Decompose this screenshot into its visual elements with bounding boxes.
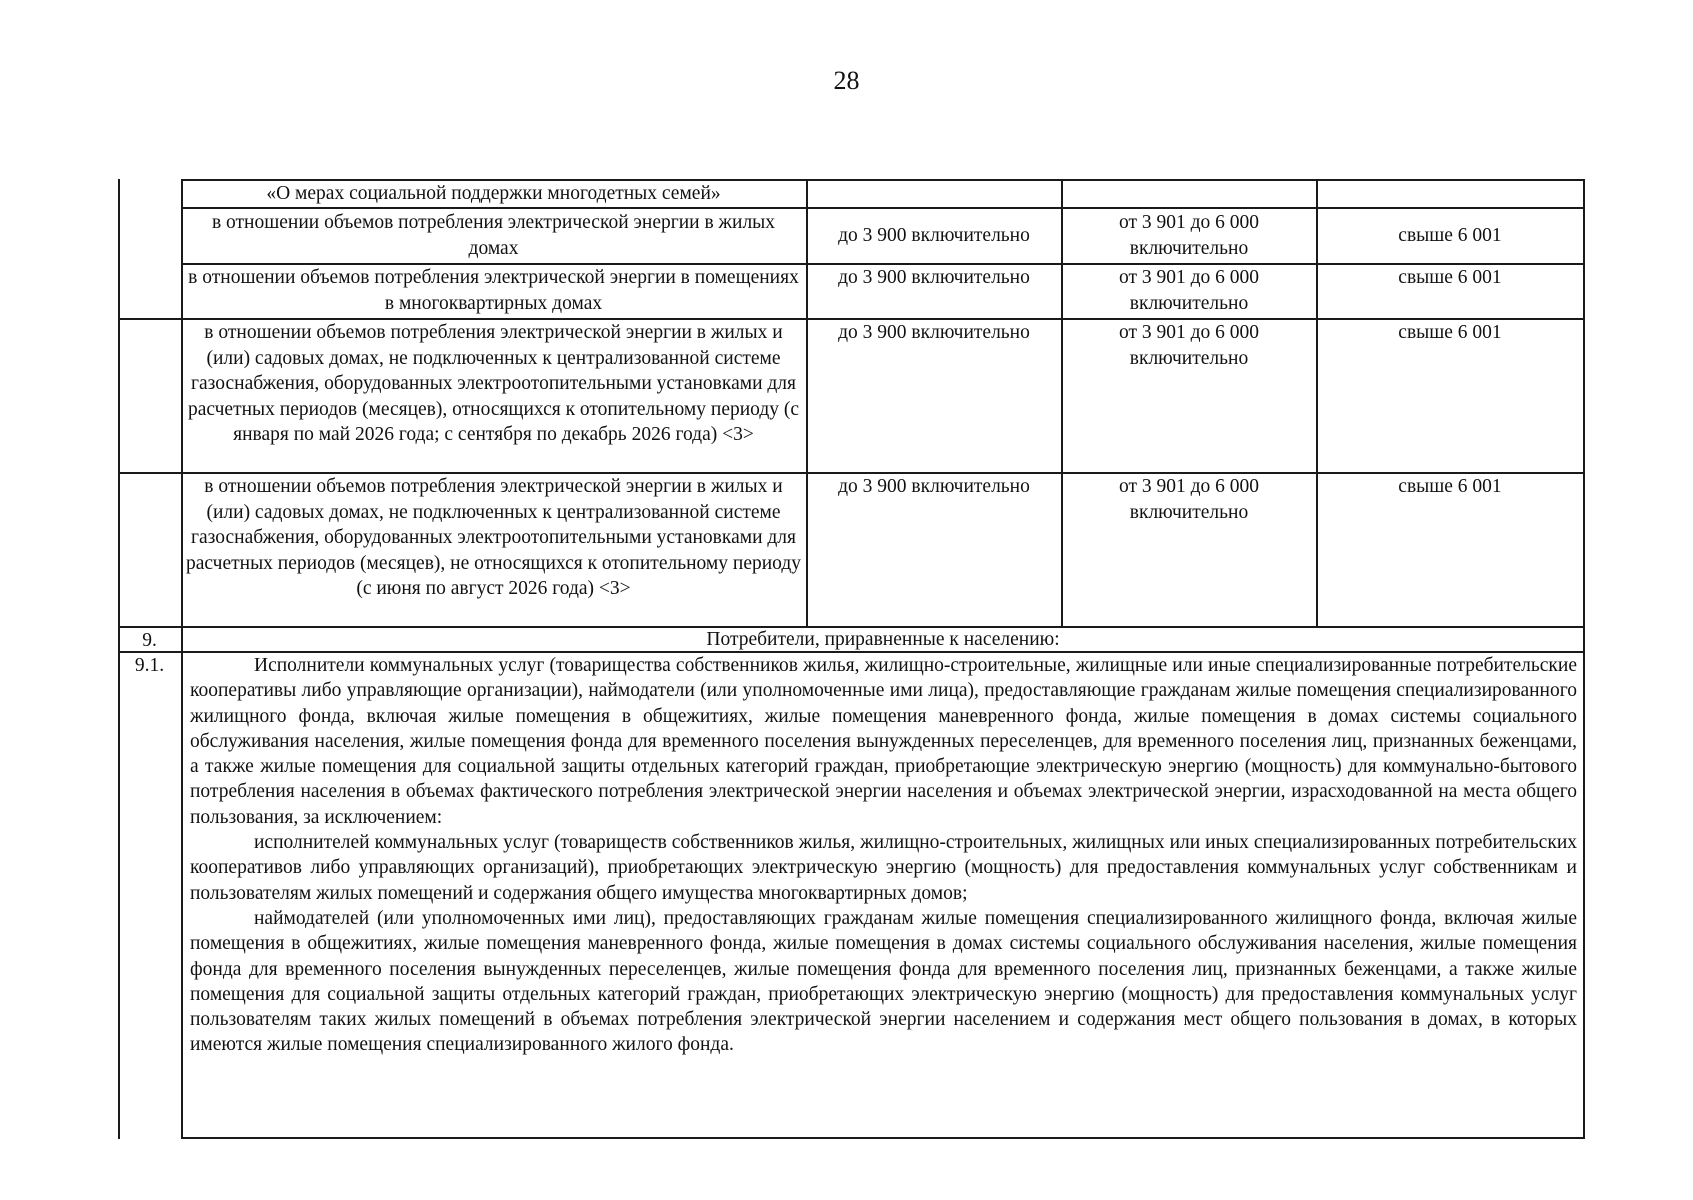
row-1-col2: от 3 901 до 6 000 включительно [1118, 212, 1260, 259]
row-2-description: в отношении объемов потребления электрической энергии в помещениях в многоквартирных домах [188, 267, 799, 314]
row-0-description: «О мерах социальной поддержки многодетных семей» [266, 183, 721, 204]
row-2-col2: от 3 901 до 6 000 включительно [1118, 267, 1260, 314]
section-9-1-text [190, 653, 1577, 1058]
row-2-col3: свыше 6 001 [1398, 267, 1502, 288]
row-2-col1: до 3 900 включительно [838, 267, 1030, 288]
row-1-description: в отношении объемов потребления электрической энергии в жилых домах [211, 212, 776, 259]
section-9-1-number: 9.1. [134, 655, 165, 676]
paragraph-1: Исполнители коммунальных услуг (товарищества собственников жилья, жилищно-строительные, жилищные или иные специализированные потребительские кооперативы либо управляющие организации), наймодатели (или уполномоченные ими лица), предоставляющие гражданам жилые помещения специализированного жилищного фонда, включая жилые помещения в общежитиях, жилые помещения маневренного фонда, жилые помещения в домах системы социального обслуживания населения, жилые помещения фонда для временного поселения вынужденных переселенцев, для временного поселения лиц, признанных беженцами, а также жилые помещения для социальной защиты отдельных категорий граждан, приобретающие электрическую энергию (мощность) для коммунально-бытового потребления населения в объемах фактического потребления электрической энергии населения и объемах электрической энергии, израсходованной на места общего пользования, за исключением: [190, 655, 1577, 828]
row-4-col3: свыше 6 001 [1398, 476, 1502, 497]
row-3-col2: от 3 901 до 6 000 включительно [1118, 322, 1260, 369]
row-3-description: в отношении объемов потребления электрической энергии в жилых и (или) садовых домах, не подключенных к централизованной системе газоснабжения, оборудованных электроотопительными установками для расчетных периодов (месяцев), относящихся к отопительному периоду (с января по май 2026 года; с сентября по декабрь 2026 года) <3> [187, 322, 800, 445]
row-4-description: в отношении объемов потребления электрической энергии в жилых и (или) садовых домах, не подключенных к централизованной системе газоснабжения, оборудованных электроотопительными установками для расчетных периодов (месяцев), не относящихся к отопительному периоду (с июня по август 2026 года) <3> [185, 476, 802, 599]
row-line-bottom [181, 1137, 1585, 1139]
col-divider-1 [806, 179, 808, 628]
col-divider-2 [1061, 179, 1063, 628]
paragraph-3: наймодателей (или уполномоченных ими лиц), предоставляющих гражданам жилые помещения специализированного жилищного фонда, включая жилые помещения в общежитиях, жилые помещения маневренного фонда, жилые помещения в домах системы социального обслуживания населения, жилые помещения фонда для временного поселения вынужденных переселенцев, жилые помещения фонда для временного поселения лиц, признанных беженцами, а также жилые помещения для социальной защиты отдельных категорий граждан, приобретающих электрическую энергию (мощность) для предоставления коммунальных услуг пользователям таких жилых помещений в объемах потребления электрической энергии населением и содержания мест общего пользования в домах, в которых имеются жилые помещения специализированного жилого фонда. [190, 907, 1577, 1056]
col-divider-number [181, 179, 183, 1139]
row-3-col3: свыше 6 001 [1398, 322, 1502, 343]
section-9-number: 9. [142, 630, 157, 651]
row-4-col2: от 3 901 до 6 000 включительно [1118, 476, 1260, 523]
row-1-col1: до 3 900 включительно [838, 225, 1030, 246]
col-divider-3 [1316, 179, 1318, 628]
row-4-col1: до 3 900 включительно [838, 476, 1030, 497]
row-3-col1: до 3 900 включительно [838, 322, 1030, 343]
tariff-table [118, 179, 1585, 1139]
paragraph-2: исполнителей коммунальных услуг (товариществ собственников жилья, жилищно-строительных, жилищных или иных специализированных потребительских кооперативов либо управляющих организаций), приобретающих электрическую энергию (мощность) для предоставления коммунальных услуг собственникам и пользователям жилых помещений и содержания общего имущества многоквартирных домов; [190, 832, 1577, 904]
row-line-1 [181, 207, 1585, 209]
row-1-col3: свыше 6 001 [1398, 225, 1502, 246]
section-9-title: Потребители, приравненные к населению: [706, 629, 1060, 650]
table-right-border [1583, 179, 1585, 1139]
page-number: 28 [833, 66, 860, 95]
